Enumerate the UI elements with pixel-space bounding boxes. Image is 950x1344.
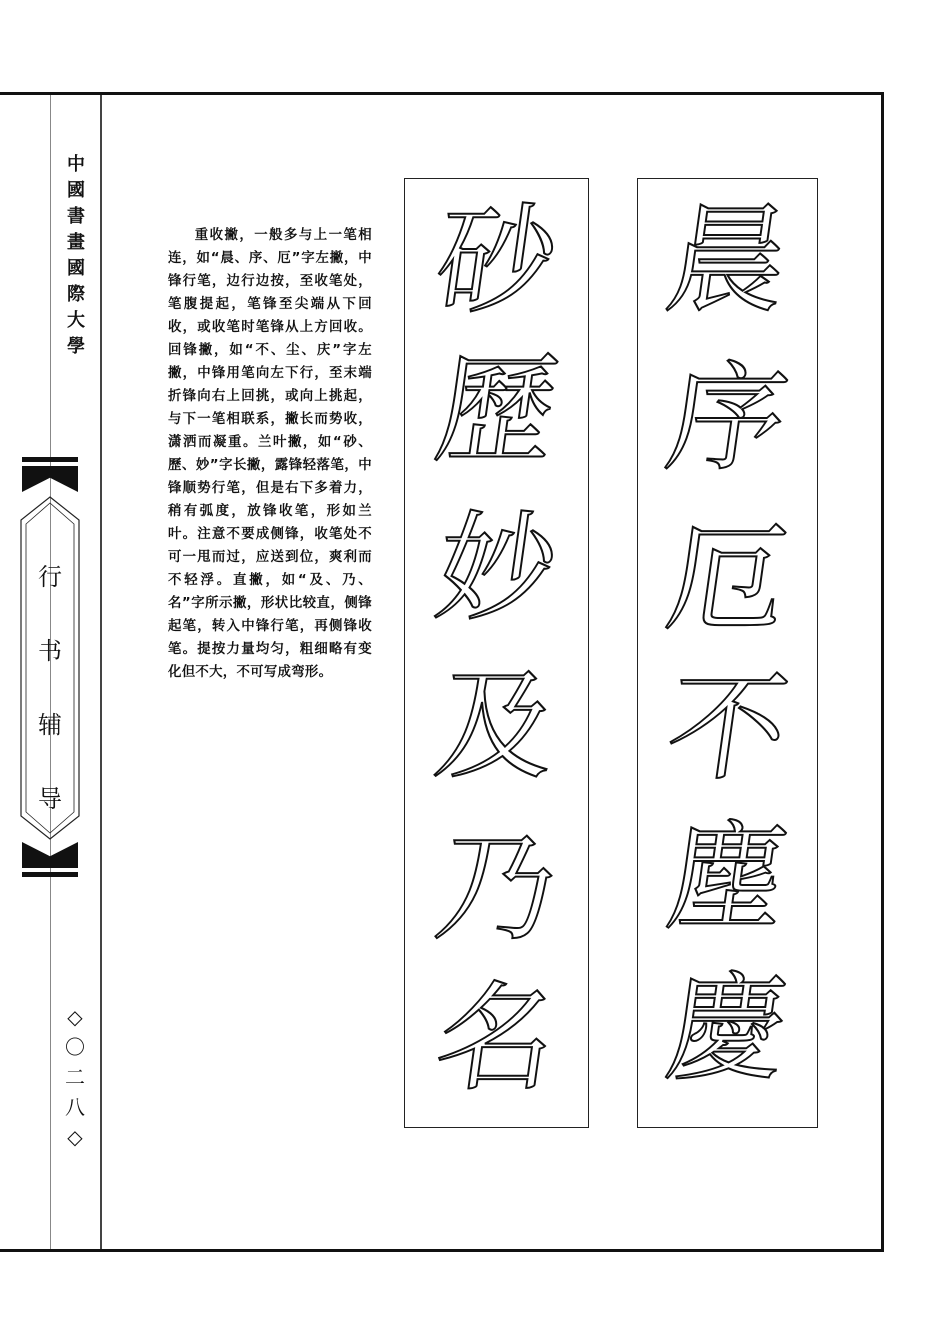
- page-frame-top: [0, 92, 884, 95]
- calligraphy-char: 妙: [427, 499, 566, 637]
- badge-char: 书: [38, 637, 62, 665]
- series-char: 國: [67, 258, 85, 279]
- badge-char: 行: [38, 563, 62, 591]
- body-text: 重收撇，一般多与上一笔相连，如“晨、序、厄”字左撇，中锋行笔，边行边按，至收笔处，笔腹提起，笔锋至尖端从下回收，或收笔时笔锋从上方回收。回锋撇，如“不、尘、庆”字左撇，中锋用笔向左下行，至末端折锋向右上回挑，或向上挑起，与下一笔相联系，撇长而势收，潇洒而凝重。兰叶撇，如“砂、歷、妙”字长撇，露锋轻落笔，中锋顺势行笔，但是右下多着力，稍有弧度，放锋收笔，形如兰叶。注意不要成侧锋，收笔处不可一甩而过，应送到位，爽利而不轻浮。直撇，如“及、乃、名”字所示撇，形状比较直，侧锋起笔，转入中锋行笔，再侧锋收笔。提按力量均匀，粗细略有变化但不大，不可写成弯形。: [168, 228, 372, 680]
- page-number-char: ◇: [67, 1125, 83, 1149]
- calligraphy-char: 不: [658, 659, 797, 797]
- badge-top-bar: [22, 457, 78, 462]
- calligraphy-char: 歷: [427, 341, 566, 479]
- calligraphy-char: 及: [427, 657, 566, 795]
- calligraphy-char: 乃: [427, 819, 566, 957]
- series-char: 學: [67, 336, 85, 357]
- series-char: 際: [67, 284, 85, 305]
- spine-line-right: [100, 95, 102, 1249]
- calligraphy-column-left: [404, 178, 589, 1128]
- page-number-char: 二: [65, 1065, 85, 1089]
- badge-title: [20, 540, 80, 836]
- page-frame-bottom: [0, 1249, 884, 1252]
- calligraphy-char: 塵: [658, 809, 797, 947]
- calligraphy-char: 序: [658, 349, 797, 487]
- series-char: 國: [67, 180, 85, 201]
- series-char: 中: [67, 154, 85, 175]
- page-number-char: 〇: [65, 1035, 85, 1059]
- calligraphy-char: 砂: [427, 191, 566, 329]
- calligraphy-column-right: [637, 178, 818, 1128]
- badge-char: 导: [38, 785, 62, 813]
- badge-bottom-bar: [22, 872, 78, 877]
- calligraphy-char: 慶: [658, 959, 797, 1097]
- series-char: 書: [67, 206, 85, 227]
- calligraphy-char: 名: [427, 969, 566, 1107]
- series-char: 畫: [67, 232, 85, 253]
- page-frame-right: [881, 92, 884, 1252]
- series-char: 大: [67, 310, 85, 331]
- calligraphy-char: 晨: [658, 191, 797, 329]
- page-number: [62, 1002, 88, 1152]
- series-title: [64, 152, 88, 360]
- calligraphy-char: 厄: [658, 509, 797, 647]
- page-number-char: 八: [65, 1095, 85, 1119]
- badge-char: 辅: [38, 711, 62, 739]
- page-number-char: ◇: [67, 1005, 83, 1029]
